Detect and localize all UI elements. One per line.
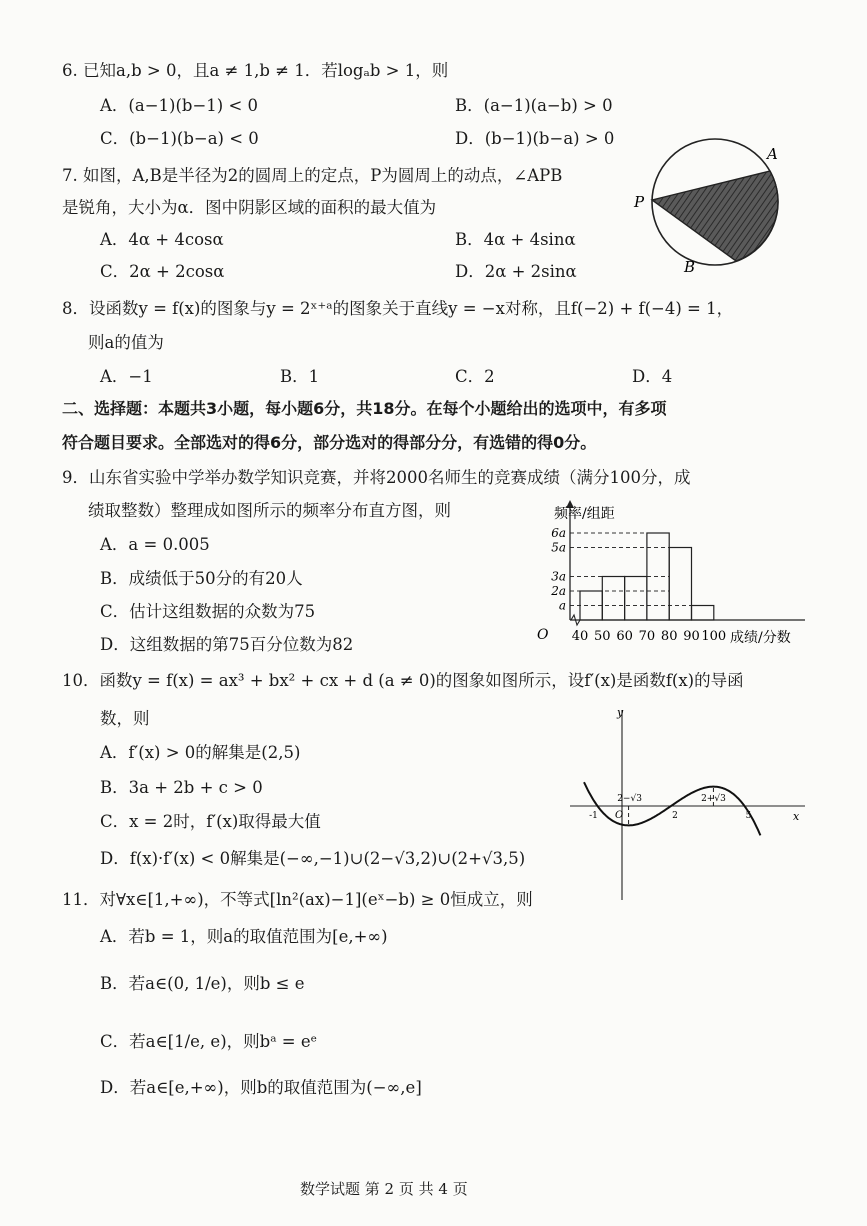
q9-option-c: C．估计这组数据的众数为75 bbox=[100, 602, 316, 621]
hist-y-tick-label: 2a bbox=[551, 584, 566, 598]
section2-heading-line1: 二、选择题：本题共3小题，每小题6分，共18分。在每个小题给出的选项中，有多项 bbox=[62, 399, 667, 418]
q11-option-d: D．若a∈[e,+∞)，则b的取值范围为(−∞,e] bbox=[100, 1078, 422, 1097]
q10-stem-line1: 10．函数y = f(x) = ax³ + bx² + cx + d (a ≠ 0)的图象如图所示，设f′(x)是函数f(x)的导函 bbox=[62, 671, 744, 690]
section2-heading-line2: 符合题目要求。全部选对的得6分，部分选对的得部分分，有选错的得0分。 bbox=[62, 433, 597, 452]
q9-option-d: D．这组数据的第75百分位数为82 bbox=[100, 635, 354, 654]
cubic-x-tick-label: 2−√3 bbox=[617, 794, 642, 804]
q8-option-a: A．−1 bbox=[100, 367, 153, 386]
cubic-ylabel: y bbox=[617, 706, 624, 719]
label-b: B bbox=[684, 258, 696, 276]
label-p: P bbox=[634, 193, 645, 211]
q6-option-c: C．(b−1)(b−a) < 0 bbox=[100, 129, 259, 148]
hist-x-tick-label: 50 bbox=[594, 629, 611, 644]
q7-circle-figure bbox=[630, 122, 830, 284]
hist-y-tick-label: a bbox=[558, 598, 566, 613]
hist-bar bbox=[692, 606, 714, 621]
q7-option-a: A．4α + 4cosα bbox=[100, 230, 224, 249]
cubic-origin: O bbox=[615, 810, 624, 821]
q8-stem-line1: 8．设函数y = f(x)的图象与y = 2ˣ⁺ᵃ的图象关于直线y = −x对称，且f(−2) + f(−4) = 1， bbox=[62, 299, 734, 318]
q8-stem-line2: 则a的值为 bbox=[88, 333, 164, 352]
page-footer: 数学试题 第 2 页 共 4 页 bbox=[300, 1180, 468, 1198]
hist-bar bbox=[625, 577, 647, 621]
q6-option-b: B．(a−1)(a−b) > 0 bbox=[455, 96, 613, 115]
hist-x-tick-label: 60 bbox=[616, 629, 633, 644]
q10-cubic-graph bbox=[565, 702, 815, 902]
q8-option-d: D．4 bbox=[632, 367, 673, 386]
q7-stem-line1: 7. 如图，A,B是半径为2的圆周上的定点，P为圆周上的动点，∠APB bbox=[62, 166, 563, 185]
cubic-x-tick-label: -1 bbox=[589, 811, 598, 821]
cubic-x-tick-label: 2 bbox=[672, 811, 678, 821]
q6-stem: 6. 已知a,b > 0，且a ≠ 1,b ≠ 1．若logₐb > 1，则 bbox=[62, 61, 449, 80]
q7-option-d: D．2α + 2sinα bbox=[455, 262, 577, 281]
q11-option-c: C．若a∈[1/e, e)，则bᵃ = eᵉ bbox=[100, 1032, 318, 1051]
q6-option-a: A．(a−1)(b−1) < 0 bbox=[100, 96, 259, 115]
cubic-curve bbox=[584, 782, 760, 835]
q7-stem-line2: 是锐角，大小为α．图中阴影区域的面积的最大值为 bbox=[62, 198, 437, 217]
q11-option-b: B．若a∈(0, 1/e)，则b ≤ e bbox=[100, 974, 305, 993]
q9-histogram bbox=[520, 495, 810, 655]
hist-origin: O bbox=[537, 627, 549, 643]
hist-x-tick-label: 70 bbox=[638, 629, 656, 644]
q10-option-a: A．f′(x) > 0的解集是(2,5) bbox=[100, 743, 301, 762]
hist-y-tick-label: 6a bbox=[551, 526, 566, 540]
cubic-x-tick-label: 2+√3 bbox=[701, 794, 726, 804]
q9-option-b: B．成绩低于50分的有20人 bbox=[100, 569, 303, 588]
q10-option-c: C．x = 2时，f′(x)取得最大值 bbox=[100, 812, 321, 831]
q8-option-c: C．2 bbox=[455, 367, 495, 386]
hist-x-tick-label: 100 bbox=[701, 629, 727, 644]
hist-ylabel: 频率/组距 bbox=[554, 506, 615, 522]
hist-x-tick-label: 40 bbox=[571, 629, 589, 644]
q7-option-c: C．2α + 2cosα bbox=[100, 262, 225, 281]
q7-option-b: B．4α + 4sinα bbox=[455, 230, 576, 249]
cubic-x-tick-label: 5 bbox=[745, 811, 752, 821]
q6-option-d: D．(b−1)(b−a) > 0 bbox=[455, 129, 615, 148]
hist-y-tick-label: 3a bbox=[551, 569, 566, 584]
hist-x-tick-label: 80 bbox=[660, 629, 678, 644]
q9-option-a: A．a = 0.005 bbox=[100, 535, 210, 554]
label-a: A bbox=[767, 145, 778, 163]
q8-option-b: B．1 bbox=[280, 367, 320, 386]
hist-xlabel: 成绩/分数 bbox=[730, 630, 791, 646]
q10-stem-line2: 数，则 bbox=[100, 709, 150, 728]
hist-bar bbox=[669, 548, 691, 621]
q10-option-d: D．f(x)·f′(x) < 0解集是(−∞,−1)∪(2−√3,2)∪(2+√3,5) bbox=[100, 849, 526, 868]
q9-stem-line1: 9．山东省实验中学举办数学知识竞赛，并将2000名师生的竞赛成绩（满分100分，成 bbox=[62, 468, 691, 487]
q10-option-b: B．3a + 2b + c > 0 bbox=[100, 778, 263, 797]
q11-option-a: A．若b = 1，则a的取值范围为[e,+∞) bbox=[100, 927, 388, 946]
hist-bar bbox=[602, 577, 624, 621]
cubic-xlabel: x bbox=[793, 810, 800, 823]
q11-stem: 11．对∀x∈[1,+∞)，不等式[ln²(ax)−1](eˣ−b) ≥ 0恒成立，则 bbox=[62, 890, 533, 909]
hist-x-tick-label: 90 bbox=[683, 629, 700, 644]
hist-y-tick-label: 5a bbox=[551, 540, 566, 555]
q9-stem-line2: 绩取整数）整理成如图所示的频率分布直方图，则 bbox=[88, 501, 451, 520]
